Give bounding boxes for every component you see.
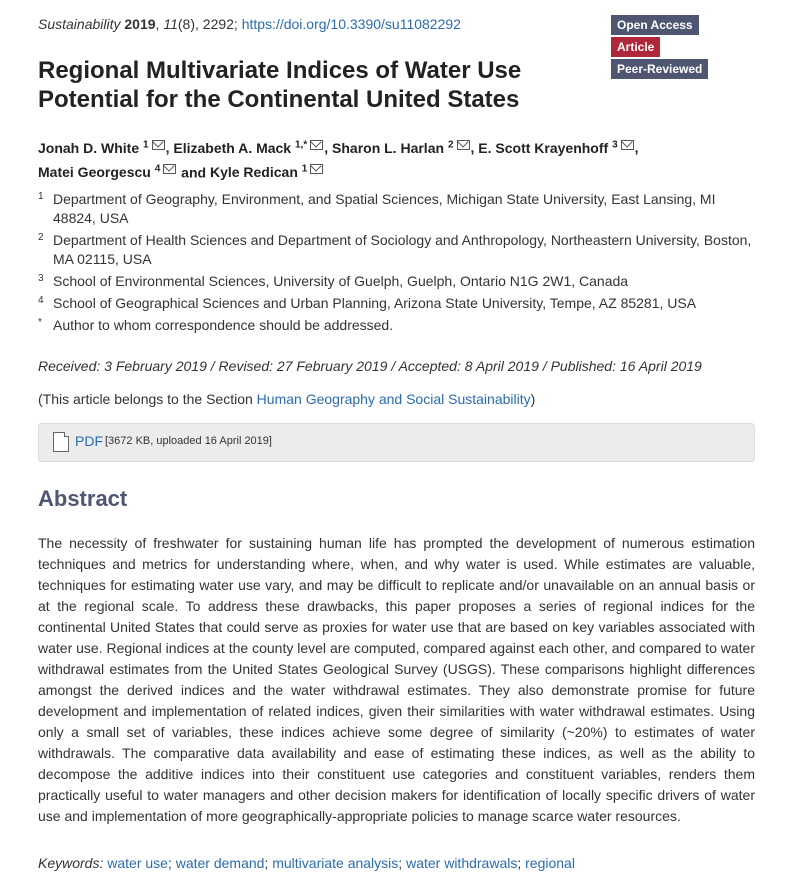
journal-name: Sustainability bbox=[38, 16, 121, 32]
pdf-file-info: [3672 KB, uploaded 16 April 2019] bbox=[105, 435, 272, 447]
author[interactable]: Elizabeth A. Mack $^{1,*}$ bbox=[173, 139, 308, 156]
affiliation-item: 4 School of Geographical Sciences and Urban Planning, Arizona State University, Tempe, AZ 85281, USA bbox=[38, 295, 697, 311]
keyword-link[interactable]: water use bbox=[107, 855, 168, 871]
author[interactable]: Sharon L. Harlan $^2$ bbox=[332, 139, 454, 156]
open-access-badge[interactable]: Open Access bbox=[611, 15, 699, 35]
citation-pages: , 2292; bbox=[195, 16, 242, 32]
keywords-line: Keywords: water use; water demand; multivariate analysis; water withdrawals; regional bbox=[38, 855, 575, 871]
email-icon[interactable] bbox=[457, 140, 470, 150]
keywords-label: Keywords: bbox=[38, 855, 104, 871]
pdf-file-icon[interactable] bbox=[53, 432, 69, 452]
publication-dates: Received: 3 February 2019 / Revised: 27 February 2019 / Accepted: 8 April 2019 / Published: 16 April 2019 bbox=[38, 358, 702, 374]
affiliation-item: 1 Department of Geography, Environment, and Spatial Sciences, Michigan State University, East Lansing, MI 48824, USA bbox=[38, 191, 716, 226]
email-icon[interactable] bbox=[310, 140, 323, 150]
abstract-text: The necessity of freshwater for sustaining human life has prompted the development of numerous estimation techniques and metrics for understanding where, when, and why water is used. While estimates are valuable, techniques for estimating water use vary, and may be difficult to replicate and/or unavailable on an annual basis or at the regional scale. To address these drawbacks, this paper proposes a series of regional indices for the continental United States that could serve as proxies for water use that are based on key variables associated with water use. Regional indices at the county level are computed, compared against each other, and compared to water withdrawal estimates from the United States Geological Survey (USGS). These comparisons highlight differences amongst the derived indices and the water withdrawal estimates. They also demonstrate promise for future development and implementation of related indices, given their similarities with water withdrawal estimates. Using only a small set of variables, these indices achieve some degree of similarity (~20%) to estimates of water withdrawals. The comparative data availability and ease of estimating these indices, as well as the ability to decompose the additive indices into their constituent use categories and constituent variables, renders them practically useful to water managers and other decision makers for identification of locally specific drivers of water use and implementation of more geographically-appropriate policies to manage scarce water resources. bbox=[38, 535, 755, 824]
article-badges bbox=[611, 15, 751, 81]
citation-line: Sustainability 2019, 11(8), 2292; https://doi.org/10.3390/su11082292 bbox=[38, 16, 461, 32]
author[interactable]: Matei Georgescu $^4$ bbox=[38, 163, 161, 181]
pdf-download-box bbox=[38, 423, 755, 462]
author[interactable]: Jonah D. White $^1$ bbox=[38, 139, 149, 156]
email-icon[interactable] bbox=[152, 140, 165, 150]
keyword-link[interactable]: multivariate analysis bbox=[272, 855, 399, 871]
keyword-link[interactable]: water withdrawals bbox=[406, 855, 518, 871]
doi-link[interactable]: https://doi.org/10.3390/su11082292 bbox=[241, 16, 461, 32]
article-type-badge[interactable]: Article bbox=[611, 37, 660, 57]
section-link[interactable]: Human Geography and Social Sustainability bbox=[256, 391, 531, 407]
affiliation-item: 2 Department of Health Sciences and Department of Sociology and Anthropology, Northeastern University, Boston, MA 02115, USA bbox=[38, 232, 752, 267]
pdf-download-link[interactable]: PDF bbox=[75, 433, 103, 449]
article-title: Regional Multivariate Indices of Water Use Potential for the Continental United States bbox=[38, 57, 522, 113]
author[interactable]: E. Scott Krayenhoff $^3$ bbox=[478, 139, 618, 156]
email-icon[interactable] bbox=[163, 164, 176, 174]
citation-volume: 11 bbox=[163, 16, 178, 32]
email-icon[interactable] bbox=[621, 140, 634, 150]
citation-year: 2019 bbox=[124, 16, 156, 32]
abstract-heading: Abstract bbox=[38, 486, 128, 511]
citation-issue: (8) bbox=[177, 16, 195, 32]
section-note: (This article belongs to the Section Human Geography and Social Sustainability) bbox=[38, 391, 536, 407]
keyword-link[interactable]: regional bbox=[525, 855, 575, 871]
affiliation-item: 3 School of Environmental Sciences, University of Guelph, Guelph, Ontario N1G 2W1, Canada bbox=[38, 273, 629, 289]
affiliations bbox=[38, 190, 755, 338]
author-list: Jonah D. White $^1$ , Elizabeth A. Mack $^{1,*}$ , Sharon L. Harlan $^2$ , E. Scott Krayenhoff $^3$ , Matei Georgescu $^4$ and Kyle Redican $^1$ bbox=[38, 139, 639, 181]
email-icon[interactable] bbox=[310, 164, 323, 174]
author[interactable]: Kyle Redican $^1$ bbox=[209, 163, 308, 181]
peer-reviewed-badge[interactable]: Peer-Reviewed bbox=[611, 59, 708, 79]
keyword-link[interactable]: water demand bbox=[175, 855, 265, 871]
affiliation-item: * Author to whom correspondence should be addressed. bbox=[38, 317, 394, 333]
